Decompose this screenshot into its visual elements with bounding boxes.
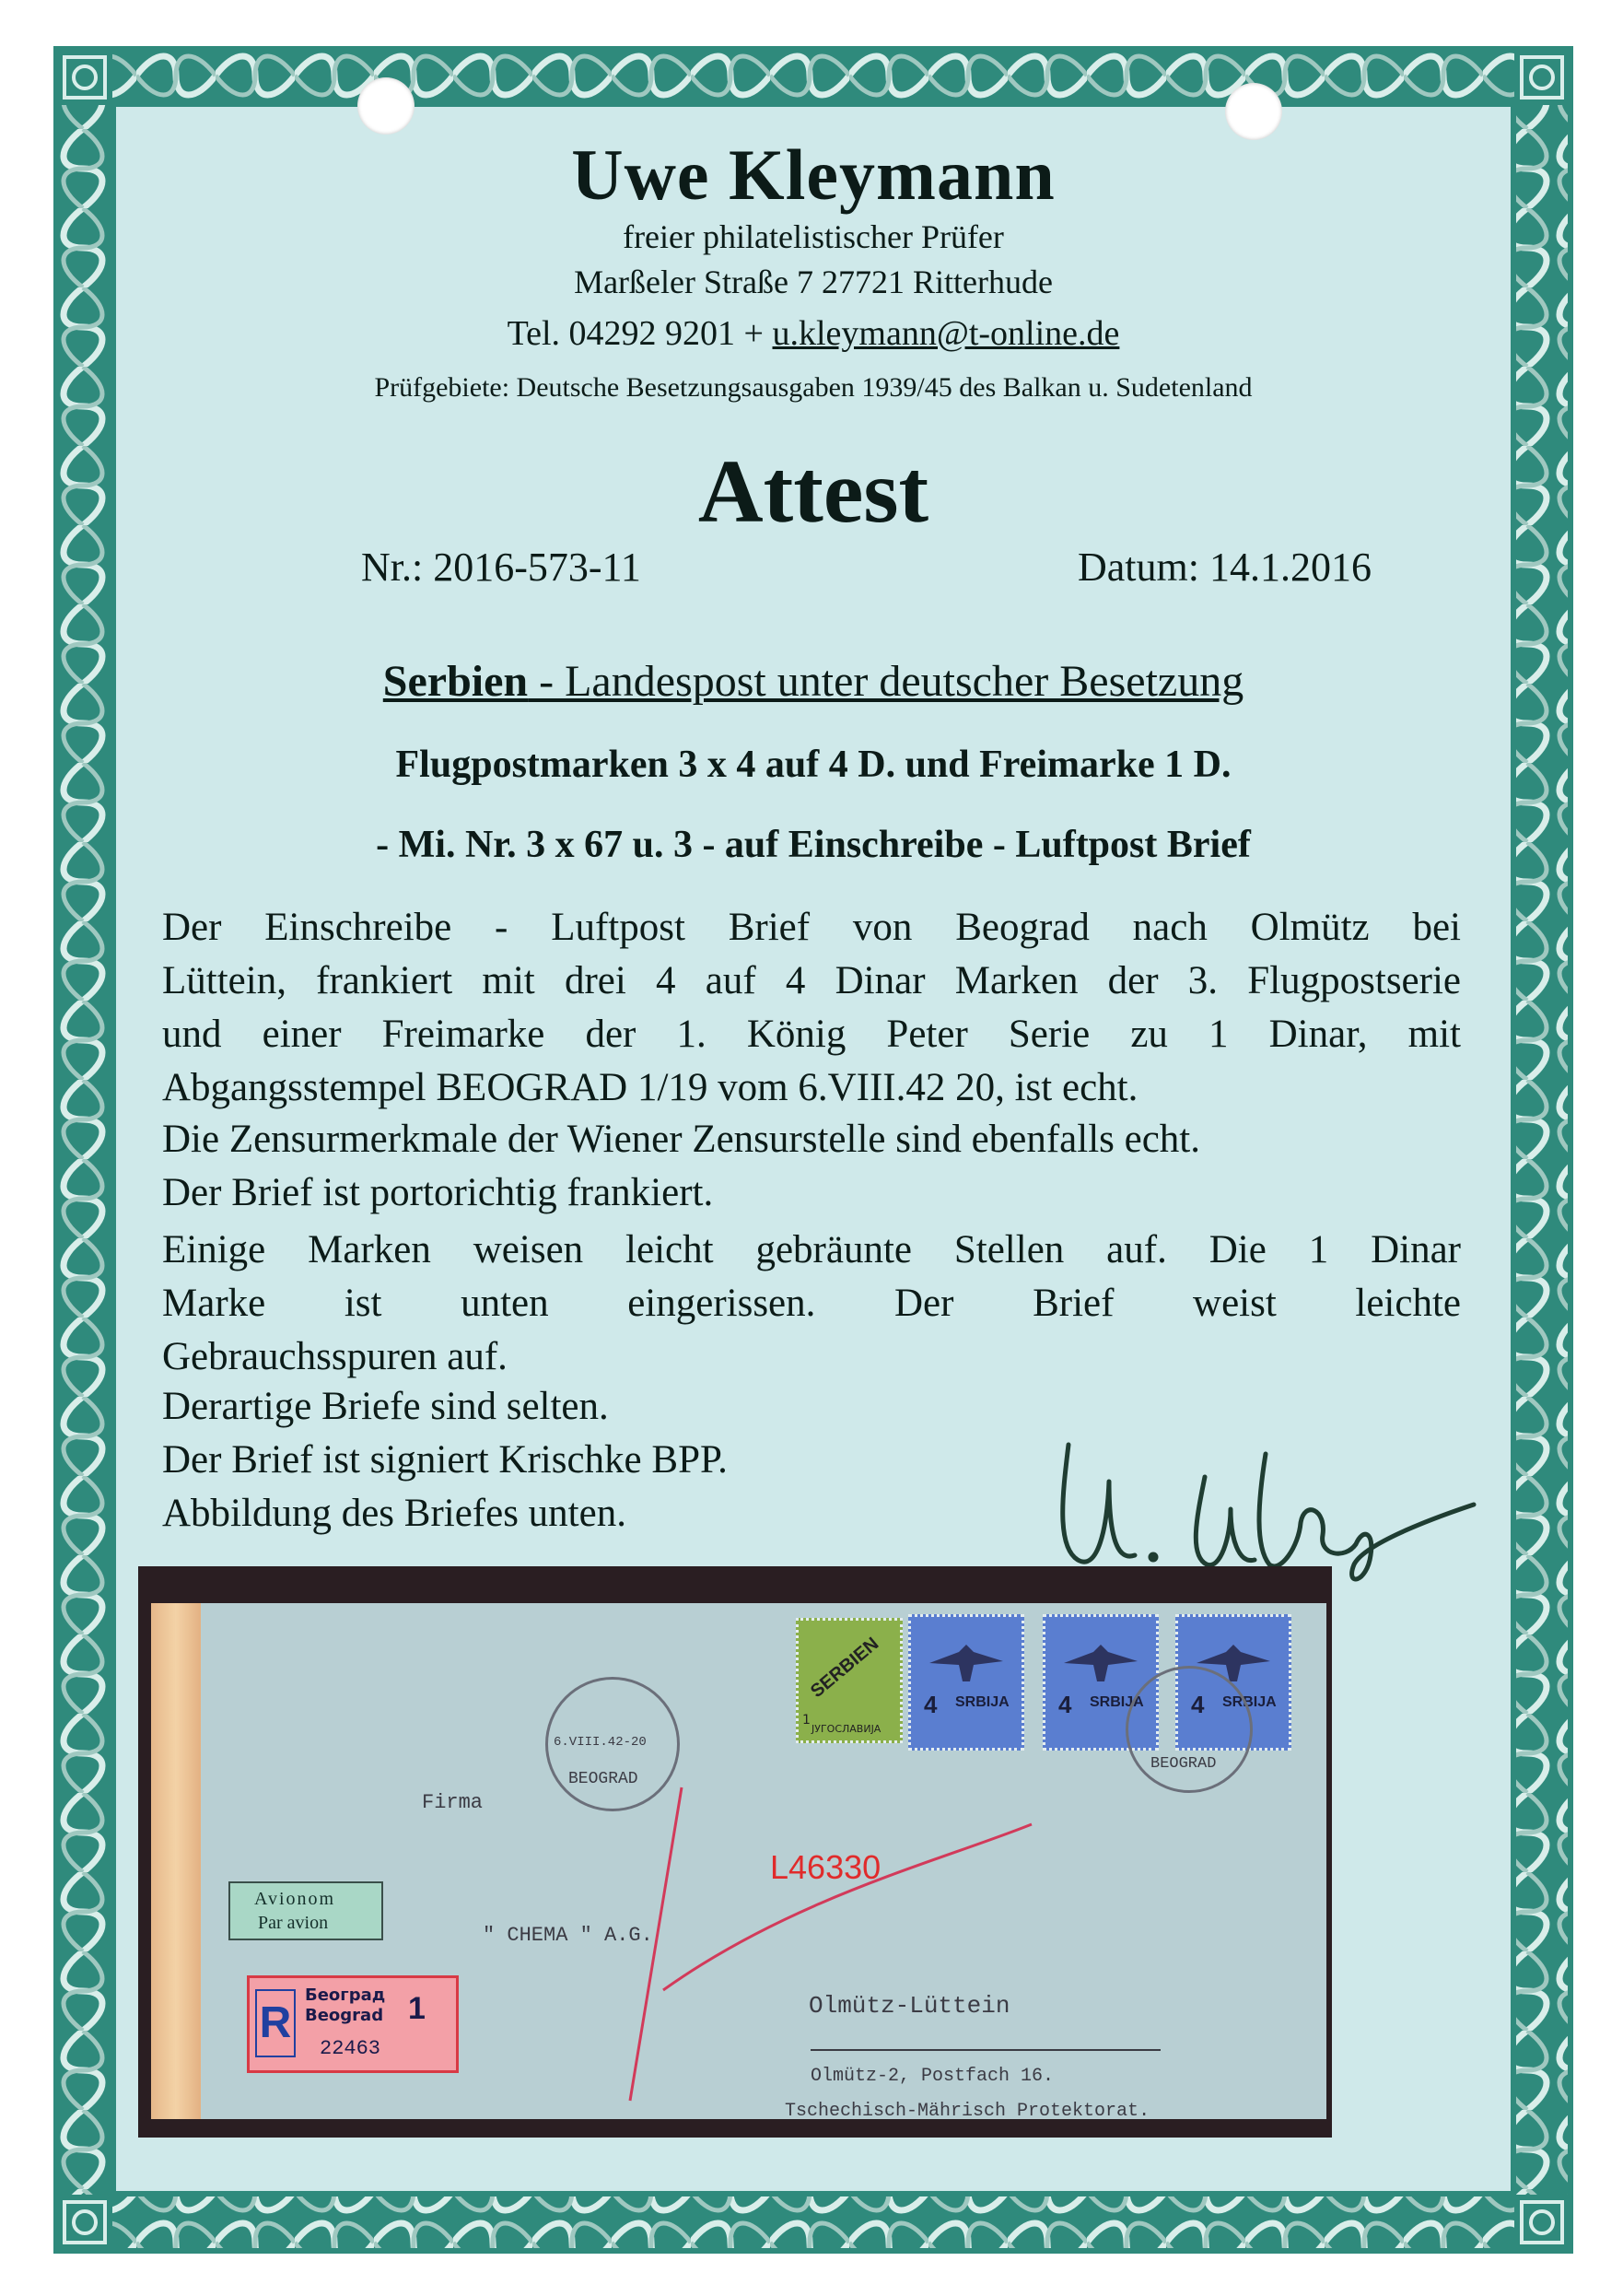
postmark-date: 6.VIII.42-20 xyxy=(554,1735,647,1750)
envelope-city: Olmütz-Lüttein xyxy=(809,1992,1010,2020)
registration-serial: 22463 xyxy=(320,2037,381,2060)
certificate-number: Nr.: 2016-573-11 xyxy=(361,545,641,590)
illustration-note: Abbildung des Briefes unten. xyxy=(162,1492,626,1535)
subject-catalog: - Mi. Nr. 3 x 67 u. 3 - auf Einschreibe - Luftpost Brief xyxy=(376,824,1251,866)
examiner-role: freier philatelistischer Prüfer xyxy=(623,218,1004,255)
body-line: Einige Marken weisen leicht gebräunte Stellen auf. Die 1 Dinar xyxy=(162,1228,1461,1271)
stamp-value: 4 xyxy=(924,1691,938,1718)
registration-office: 1 xyxy=(408,1991,426,2026)
subject-stamps: Flugpostmarken 3 x 4 auf 4 D. und Freimarke 1 D. xyxy=(395,744,1232,786)
postmark-right xyxy=(1126,1666,1253,1793)
envelope-firma: Firma xyxy=(422,1791,484,1814)
certificate-title: Attest xyxy=(697,442,929,542)
censor-number: L46330 xyxy=(770,1848,882,1886)
contact-line xyxy=(112,313,1514,354)
registration-city: Beograd xyxy=(305,2006,384,2025)
envelope-addressee: " CHEMA " A.G. xyxy=(483,1924,653,1947)
signature-note: Der Brief ist signiert Krischke BPP. xyxy=(162,1438,728,1482)
stamp-value: 1 xyxy=(802,1713,811,1728)
stamp-overprint: SRBIJA xyxy=(1222,1694,1277,1710)
examiner-address: Marßeler Straße 7 27721 Ritterhude xyxy=(574,264,1053,300)
email-link[interactable]: u.kleymann@t-online.de xyxy=(772,314,1120,353)
body-line: Marke ist unten eingerissen. Der Brief weist leichte xyxy=(162,1282,1461,1325)
condition-paragraph xyxy=(162,1224,1461,1384)
certificate-date: Datum: 14.1.2016 xyxy=(1078,545,1372,590)
envelope-protektorat: Tschechisch-Mährisch Protektorat. xyxy=(785,2101,1150,2122)
airmail-label-line1: Avionom xyxy=(254,1889,336,1909)
registration-letter: R xyxy=(255,1989,296,2057)
red-pencil-strokes xyxy=(608,1714,1050,2119)
registration-city-cyrillic: Београд xyxy=(305,1986,386,2005)
airplane-icon xyxy=(929,1645,1003,1681)
stamp-overprint: SRBIJA xyxy=(1090,1694,1144,1710)
punch-hole-right xyxy=(1225,83,1282,140)
postage-note: Der Brief ist portorichtig frankiert. xyxy=(162,1171,714,1214)
stamp-value: 4 xyxy=(1191,1691,1205,1718)
stamp-value: 4 xyxy=(1058,1691,1072,1718)
address-underline xyxy=(811,2049,1161,2051)
censor-tape xyxy=(151,1603,201,2119)
punch-hole-left xyxy=(357,77,415,135)
examination-scope: Prüfgebiete: Deutsche Besetzungsausgaben 1939/45 des Balkan u. Sudetenland xyxy=(374,372,1253,403)
envelope-postfach: Olmütz-2, Postfach 16. xyxy=(811,2066,1055,2087)
subject-country: Serbien xyxy=(382,657,529,706)
examiner-name: Uwe Kleymann xyxy=(571,135,1056,215)
registration-label xyxy=(247,1975,459,2073)
body-line: Der Einschreibe - Luftpost Brief von Beograd nach Olmütz bei xyxy=(162,906,1461,949)
subject-heading xyxy=(112,656,1514,707)
stamp-overprint: SRBIJA xyxy=(955,1694,1010,1710)
subject-heading-rest: - Landespost unter deutscher Besetzung xyxy=(528,657,1244,706)
body-line: Lüttein, frankiert mit drei 4 auf 4 Dinar Marken der 3. Flugpostserie xyxy=(162,959,1461,1002)
description-paragraph xyxy=(162,901,1461,1115)
stamp-overprint: SERBIEN xyxy=(807,1634,883,1703)
stamp-country: ЈУГОСЛАВИЈА xyxy=(812,1723,882,1735)
airmail-label xyxy=(228,1881,383,1940)
postmark-city: BEOGRAD xyxy=(568,1770,638,1788)
rarity-note: Derartige Briefe sind selten. xyxy=(162,1385,609,1428)
body-line: Gebrauchsspuren auf. xyxy=(162,1335,508,1378)
airplane-icon xyxy=(1064,1645,1138,1681)
censor-note: Die Zensurmerkmale der Wiener Zensurstelle sind ebenfalls echt. xyxy=(162,1118,1200,1161)
body-line: Abgangsstempel BEOGRAD 1/19 vom 6.VIII.42 20, ist echt. xyxy=(162,1066,1138,1109)
phone-number: Tel. 04292 9201 + xyxy=(507,314,764,353)
body-line: und einer Freimarke der 1. König Peter Serie zu 1 Dinar, mit xyxy=(162,1013,1461,1056)
airmail-label-line2: Par avion xyxy=(258,1913,329,1933)
postmark-city: BEOGRAD xyxy=(1150,1755,1217,1773)
